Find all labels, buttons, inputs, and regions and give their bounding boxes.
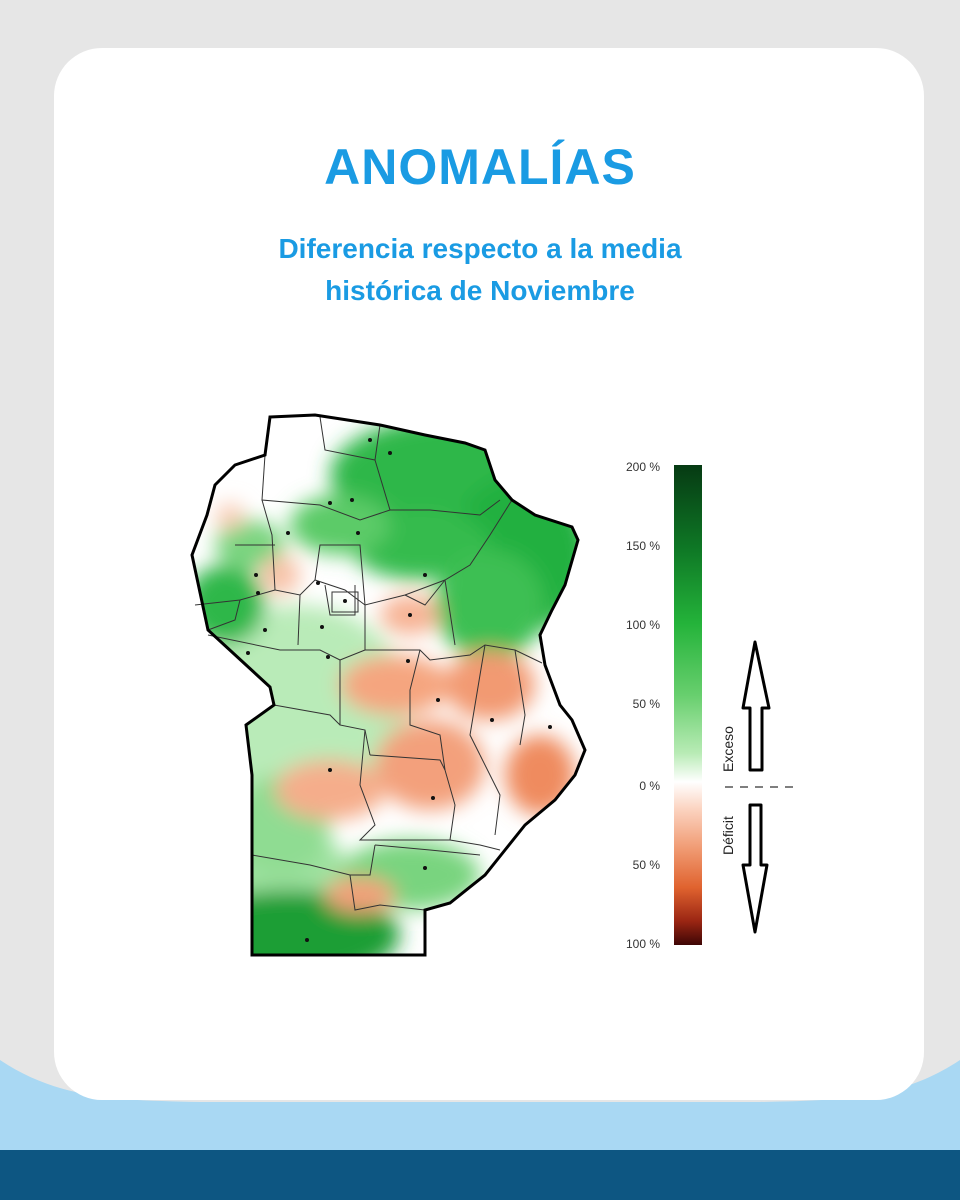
- scale-tick-50-deficit: 50 %: [632, 858, 660, 872]
- deficit-label: Déficit: [720, 816, 736, 855]
- scale-tick-0: 0 %: [639, 779, 660, 793]
- scale-tick-200-excess: 200 %: [625, 460, 660, 474]
- scale-tick-150-excess: 150 %: [625, 539, 660, 553]
- subtitle-line-2: histórica de Noviembre: [325, 275, 635, 306]
- scale-tick-100-excess: 100 %: [625, 618, 660, 632]
- scale-tick-50-excess: 50 %: [632, 697, 660, 711]
- anomaly-map: [180, 405, 600, 965]
- subtitle-line-1: Diferencia respecto a la media: [278, 233, 682, 264]
- footer-band: [0, 1150, 960, 1200]
- arrow-up-icon: [743, 642, 769, 770]
- arrow-down-icon: [743, 805, 767, 932]
- excess-deficit-arrows: [715, 630, 805, 940]
- page-subtitle: [0, 228, 960, 312]
- excess-label: Exceso: [720, 726, 736, 772]
- page-title: ANOMALÍAS: [324, 139, 636, 195]
- anomaly-color-scale: [674, 465, 702, 945]
- scale-tick-100-deficit: 100 %: [625, 937, 660, 951]
